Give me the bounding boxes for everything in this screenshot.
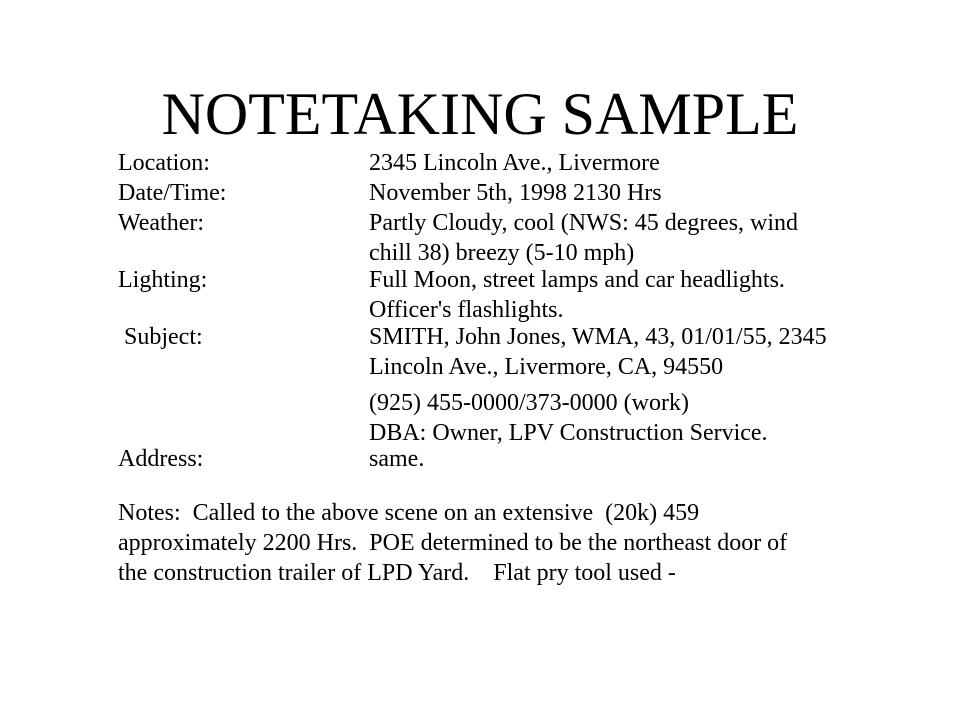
location-value: [369, 148, 929, 178]
notes-line: Notes: Called to the above scene on an extensive (20k) 459: [118, 500, 700, 526]
weather-line: Partly Cloudy, cool (NWS: 45 degrees, wind: [369, 210, 799, 236]
lighting-line: Full Moon, street lamps and car headlights.: [369, 267, 785, 293]
subject-dba-line: DBA: Owner, LPV Construction Service.: [369, 420, 768, 446]
address-line: same.: [369, 446, 425, 472]
subject-phone-line: (925) 455-0000/373-0000 (work): [369, 390, 689, 416]
location-label: Location:: [118, 150, 210, 176]
datetime-line: November 5th, 1998 2130 Hrs: [369, 180, 662, 206]
address-label: Address:: [118, 446, 204, 472]
notes-paragraph: [118, 498, 938, 588]
weather-value: [369, 208, 929, 268]
lighting-value: [369, 265, 929, 325]
subject-line: SMITH, John Jones, WMA, 43, 01/01/55, 2345: [369, 324, 827, 350]
subject-line: Lincoln Ave., Livermore, CA, 94550: [369, 354, 724, 380]
datetime-label: Date/Time:: [118, 180, 227, 206]
subject-value: [369, 322, 929, 448]
datetime-value: [369, 178, 929, 208]
subject-label: Subject:: [124, 324, 203, 350]
lighting-label: Lighting:: [118, 267, 208, 293]
notes-line: approximately 2200 Hrs. POE determined to be the northeast door of: [118, 530, 788, 556]
notes-line: the construction trailer of LPD Yard. Flat pry tool used -: [118, 560, 676, 586]
slide-title: NOTETAKING SAMPLE: [161, 81, 799, 147]
lighting-line: Officer's flashlights.: [369, 297, 564, 323]
weather-line: chill 38) breezy (5-10 mph): [369, 240, 635, 266]
address-value: [369, 444, 929, 474]
weather-label: Weather:: [118, 210, 205, 236]
location-line: 2345 Lincoln Ave., Livermore: [369, 150, 660, 176]
